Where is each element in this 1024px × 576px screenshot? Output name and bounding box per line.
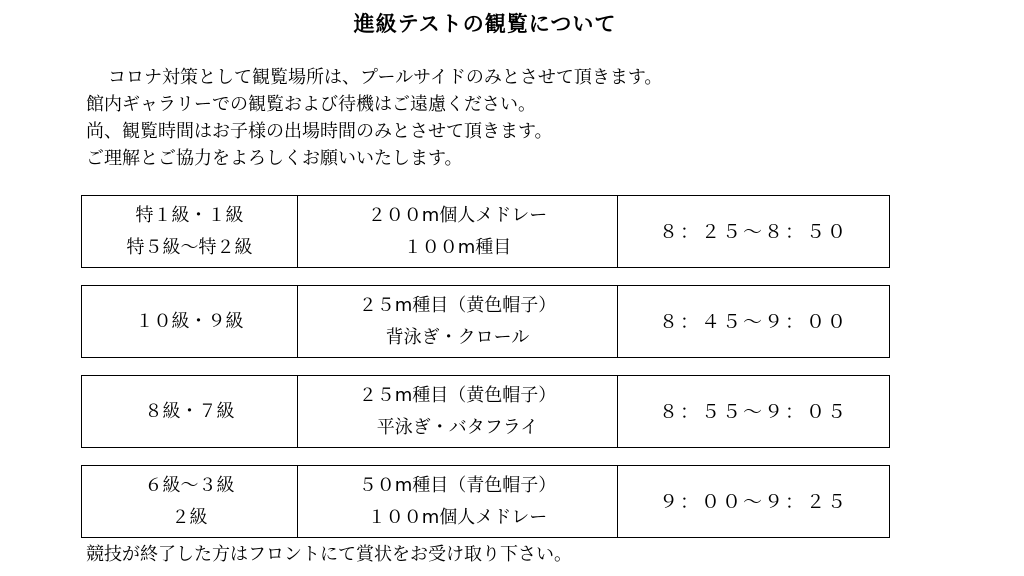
event-cell [298, 286, 618, 357]
event-text: １００m個人メドレー [367, 506, 548, 528]
event-cell [298, 376, 618, 447]
event-text: １００m種目 [403, 236, 512, 258]
grade-cell [82, 286, 298, 357]
intro-line: 館内ギャラリーでの観覧および待機はご遠慮ください。 [86, 94, 536, 115]
time-text: ８：２５〜８：５０ [658, 220, 848, 243]
event-cell [298, 466, 618, 537]
time-cell [618, 196, 889, 267]
grade-text: ８級・７級 [144, 400, 235, 422]
time-text: ８：５５〜９：０５ [658, 400, 848, 423]
intro-line: ご理解とご協力をよろしくお願いいたします。 [86, 148, 463, 169]
event-text: ２５m種目（黄色帽子） [358, 384, 557, 406]
time-text: ９：００〜９：２５ [658, 490, 848, 513]
schedule-row [81, 195, 890, 268]
schedule-row [81, 375, 890, 448]
schedule-row [81, 285, 890, 358]
page-title: 進級テストの観覧について [353, 12, 617, 36]
footer-note: 競技が終了した方はフロントにて賞状をお受け取り下さい。 [86, 544, 572, 565]
grade-text: ２級 [171, 506, 208, 528]
grade-text: 特１級・１級 [135, 204, 244, 226]
event-text: 平泳ぎ・バタフライ [376, 416, 539, 438]
event-text: ５０m種目（青色帽子） [358, 474, 557, 496]
grade-cell [82, 196, 298, 267]
grade-cell [82, 466, 298, 537]
intro-line: コロナ対策として観覧場所は、プールサイドのみとさせて頂きます。 [108, 67, 663, 88]
intro-line: 尚、観覧時間はお子様の出場時間のみとさせて頂きます。 [86, 121, 553, 142]
event-text: ２００m個人メドレー [367, 204, 548, 226]
schedule-row [81, 465, 890, 538]
schedule-table [81, 195, 890, 555]
time-cell [618, 286, 889, 357]
event-text: 背泳ぎ・クロール [385, 326, 530, 348]
event-cell [298, 196, 618, 267]
time-cell [618, 376, 889, 447]
intro-notice [86, 64, 662, 172]
event-text: ２５m種目（黄色帽子） [358, 294, 557, 316]
grade-text: １０級・９級 [135, 310, 244, 332]
grade-text: ６級〜３級 [144, 474, 235, 496]
grade-text: 特５級〜特２級 [126, 236, 253, 258]
grade-cell [82, 376, 298, 447]
time-cell [618, 466, 889, 537]
time-text: ８：４５〜９：００ [658, 310, 848, 333]
